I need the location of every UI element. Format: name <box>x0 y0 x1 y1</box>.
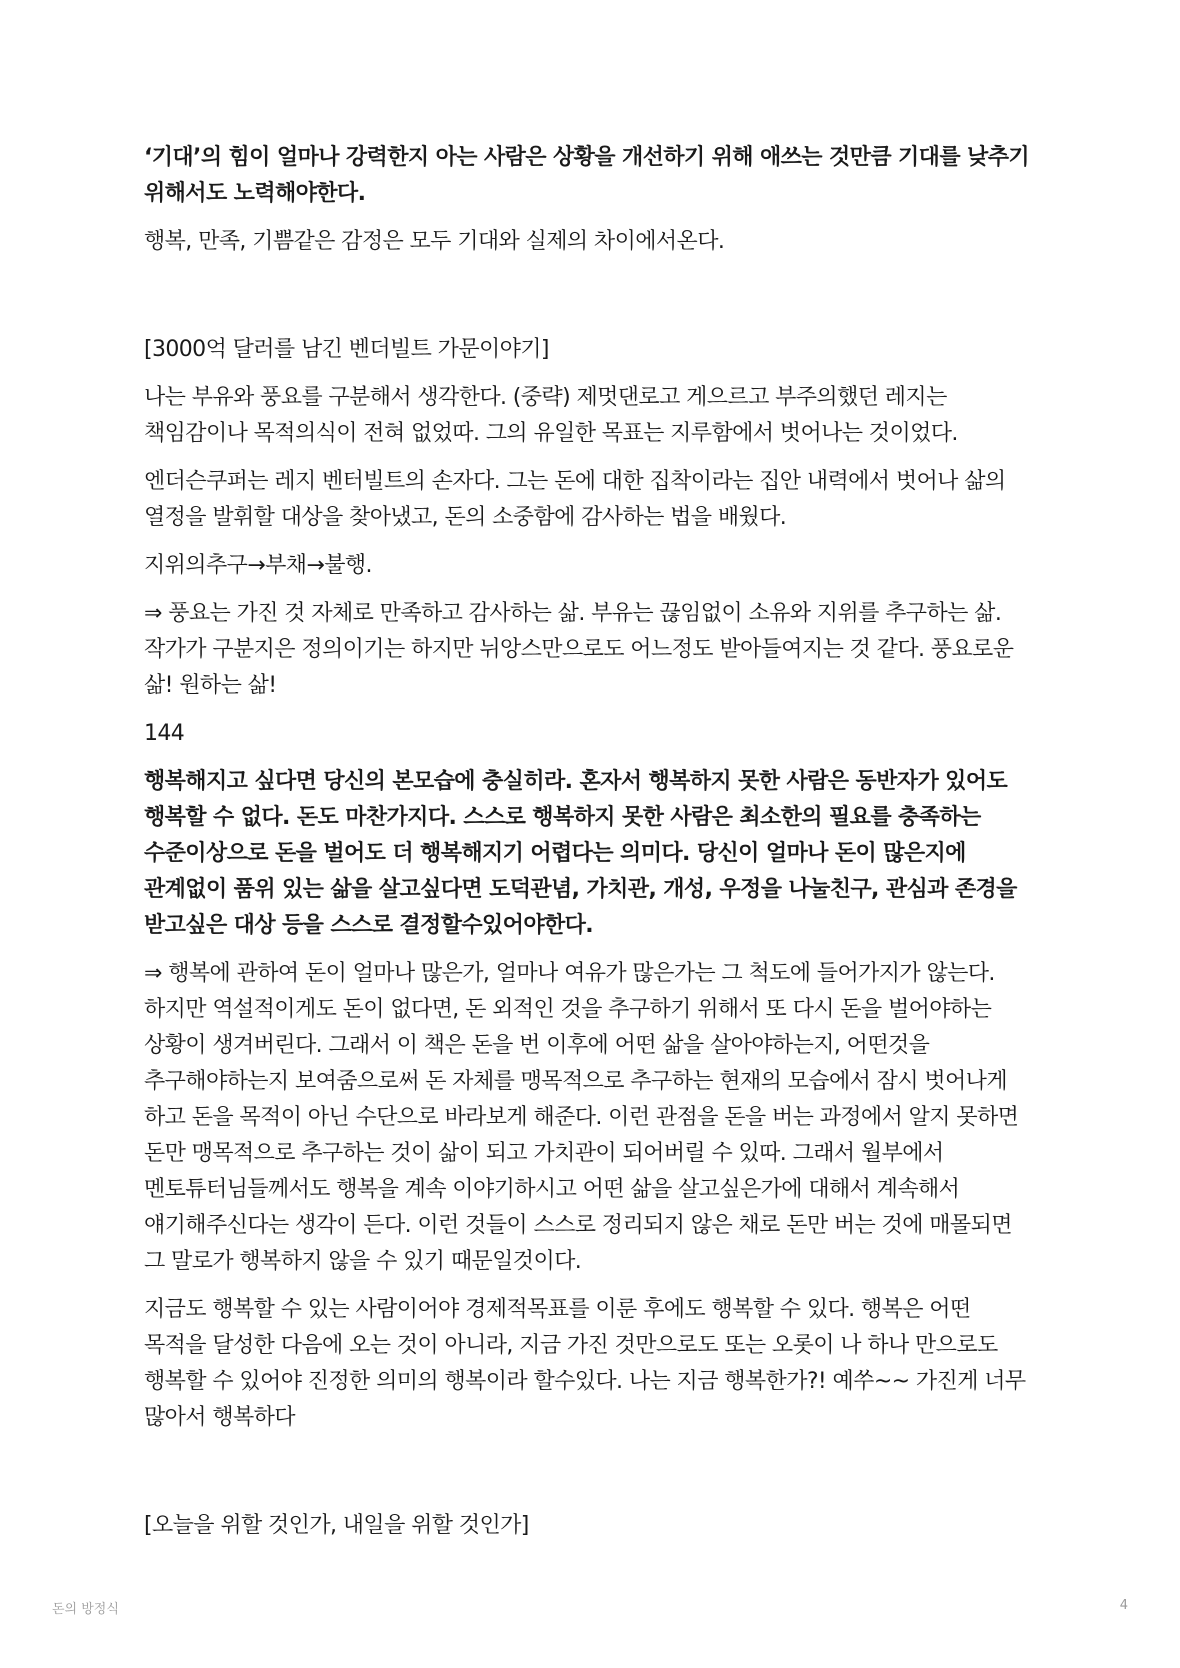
bold-quote-expectation: ‘기대’의 힘이 얼마나 강력한지 아는 사람은 상황을 개선하기 위해 애쓰는 것만큼 기대를 낮추기 위해서도 노력해야한다. <box>144 145 1030 206</box>
section-heading-vanderbilt: [3000억 달러를 남긴 벤더빌트 가문이야기] <box>144 337 549 362</box>
page-reference-number: 144 <box>144 721 185 746</box>
section-heading-today-tomorrow: [오늘을 위할 것인가, 내일을 위할 것인가] <box>144 1513 529 1538</box>
document-body <box>144 140 1036 1544</box>
paragraph-wealth-vs-abundance: 나는 부유와 풍요를 구분해서 생각한다. (중략) 제멋댄로고 게으르고 부주의했던 레지는 책임감이나 목적의식이 전혀 없었따. 그의 유일한 목표는 지루함에서 벗어나는 것이었다. <box>144 385 958 446</box>
paragraph-happy-now: 지금도 행복할 수 있는 사람이어야 경제적목표를 이룬 후에도 행복할 수 있다. 행복은 어떤 목적을 달성한 다음에 오는 것이 아니라, 지금 가진 것만으로도 또는 오롯이 나 하나 만으로도 행복할 수 있어야 진정한 의미의 행복이라 할수있다. 나는 지금 행복한가?! 예쑤~~ 가진게 너무 많아서 행복하다 <box>144 1297 1026 1430</box>
paragraph-anderson-cooper: 엔더슨쿠퍼는 레지 벤터빌트의 손자다. 그는 돈에 대한 집착이라는 집안 내력에서 벗어나 삶의 열정을 발휘할 대상을 찾아냈고, 돈의 소중함에 감사하는 법을 배웠다. <box>144 469 1006 530</box>
footer-page-number: 4 <box>1119 1598 1128 1613</box>
bold-quote-happiness: 행복해지고 싶다면 당신의 본모습에 충실히라. 혼자서 행복하지 못한 사람은 동반자가 있어도 행복할 수 없다. 돈도 마찬가지다. 스스로 행복하지 못한 사람은 최소한의 필요를 충족하는 수준이상으로 돈을 벌어도 더 행복해지기 어렵다는 의미다. 당신이 얼마나 돈이 많은지에 관계없이 품위 있는 삶을 살고싶다면 도덕관념, 가치관, 개성, 우정을 나눌친구, 관심과 존경을 받고싶은 대상 등을 스스로 결정할수있어야한다. <box>144 769 1017 938</box>
paragraph-status-chain: 지위의추구→부채→불행. <box>144 553 372 578</box>
paragraph-reflection-money: ⇒ 행복에 관하여 돈이 얼마나 많은가, 얼마나 여유가 많은가는 그 척도에 들어가지가 않는다. 하지만 역설적이게도 돈이 없다면, 돈 외적인 것을 추구하기 위해서 또 다시 돈을 벌어야하는 상황이 생겨버린다. 그래서 이 책은 돈을 번 이후에 어떤 삶을 살아야하는지, 어떤것을 추구해야하는지 보여줌으로써 돈 자체를 맹목적으로 추구하는 현재의 모습에서 잠시 벗어나게 하고 돈을 목적이 아닌 수단으로 바라보게 해준다. 이런 관점을 돈을 버는 과정에서 알지 못하면 돈만 맹목적으로 추구하는 것이 삶이 되고 가치관이 되어버릴 수 있따. 그래서 월부에서 멘토튜터님들께서도 행복을 계속 이야기하시고 어떤 삶을 살고싶은가에 대해서 계속해서 얘기해주신다는 생각이 든다. 이런 것들이 스스로 정리되지 않은 채로 돈만 버는 것에 매몰되면 그 말로가 행복하지 않을 수 있기 때문일것이다. <box>144 961 1019 1274</box>
paragraph-happiness-gap: 행복, 만족, 기쁨같은 감정은 모두 기대와 실제의 차이에서온다. <box>144 229 725 254</box>
paragraph-reflection-abundance: ⇒ 풍요는 가진 것 자체로 만족하고 감사하는 삶. 부유는 끊임없이 소유와 지위를 추구하는 삶. 작가가 구분지은 정의이기는 하지만 뉘앙스만으로도 어느정도 받아들여지는 것 같다. 풍요로운 삶! 원하는 삶! <box>144 601 1014 698</box>
footer-book-title: 돈의 방정식 <box>52 1602 119 1617</box>
